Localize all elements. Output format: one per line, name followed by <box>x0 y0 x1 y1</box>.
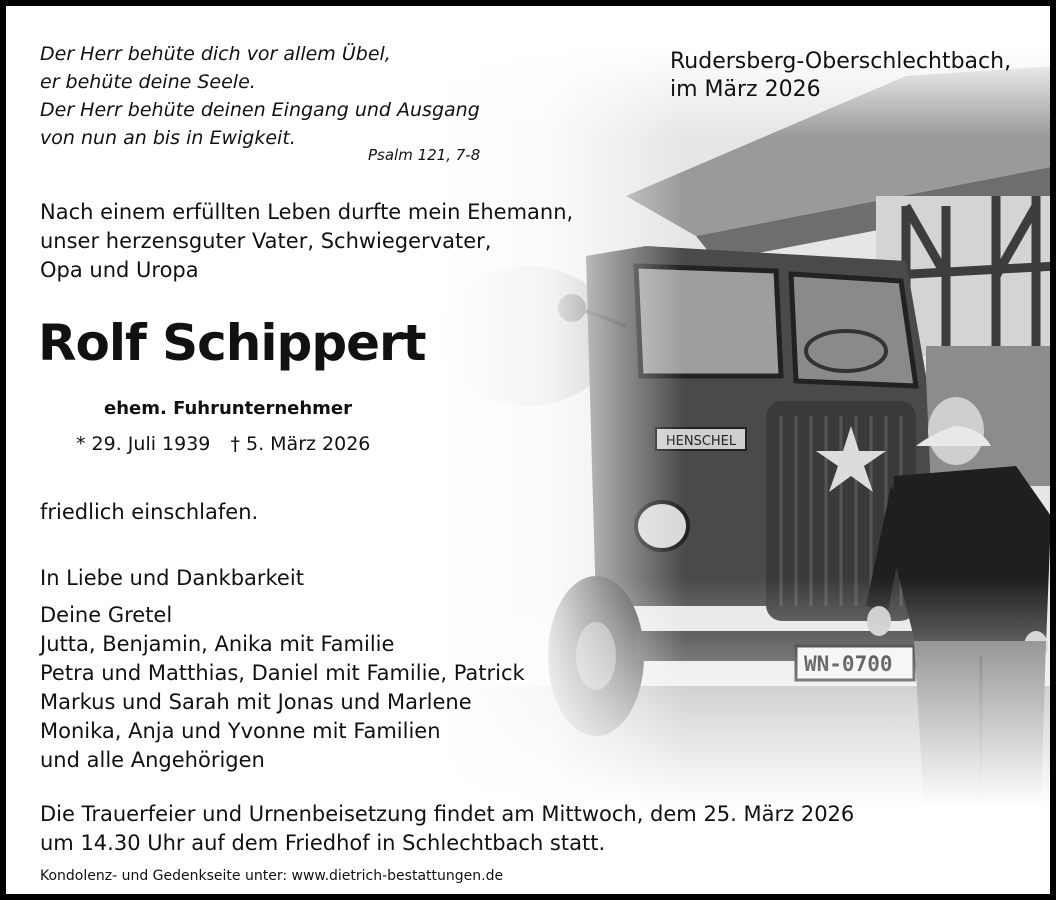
place-date <box>670 48 1011 104</box>
closing-text: friedlich einschlafen. <box>40 500 259 524</box>
verse-line: Der Herr behüte dich vor allem Übel, <box>40 43 391 65</box>
deceased-name: Rolf Schippert <box>38 314 426 372</box>
funeral-line: Die Trauerfeier und Urnenbeisetzung findet am Mittwoch, dem 25. März 2026 <box>40 802 855 826</box>
mourners-list <box>40 601 525 775</box>
mourners-heading: In Liebe und Dankbarkeit <box>40 566 304 590</box>
intro-line: unser herzensguter Vater, Schwiegervater, <box>40 229 492 253</box>
verse-line: von nun an bis in Ewigkeit. <box>40 127 296 149</box>
funeral-info <box>40 800 854 858</box>
intro-line: Opa und Uropa <box>40 258 199 282</box>
deceased-occupation: ehem. Fuhrunternehmer <box>104 398 352 419</box>
mourner-line: Jutta, Benjamin, Anika mit Familie <box>40 632 395 656</box>
place: Rudersberg-Oberschlechtbach, <box>670 49 1012 74</box>
date: im März 2026 <box>670 77 821 102</box>
birth-date: * 29. Juli 1939 <box>76 433 211 455</box>
intro-line: Nach einem erfüllten Leben durfte mein Ehemann, <box>40 200 574 224</box>
death-date: † 5. März 2026 <box>230 433 371 455</box>
mourner-line: und alle Angehörigen <box>40 748 265 772</box>
memorial-photo <box>436 46 1056 806</box>
intro-text <box>40 198 573 285</box>
verse-reference: Psalm 121, 7-8 <box>368 146 481 164</box>
verse-line: er behüte deine Seele. <box>40 71 256 93</box>
funeral-line: um 14.30 Uhr auf dem Friedhof in Schlechtbach statt. <box>40 831 606 855</box>
mourner-line: Monika, Anja und Yvonne mit Familien <box>40 719 441 743</box>
bible-verse <box>40 40 480 152</box>
verse-line: Der Herr behüte deinen Eingang und Ausgang <box>40 99 480 121</box>
mourner-line: Petra und Matthias, Daniel mit Familie, Patrick <box>40 661 525 685</box>
mourner-line: Markus und Sarah mit Jonas und Marlene <box>40 690 472 714</box>
life-dates <box>76 433 384 455</box>
mourner-line: Deine Gretel <box>40 603 173 627</box>
condolence-link: Kondolenz- und Gedenkseite unter: www.dietrich-bestattungen.de <box>40 868 504 884</box>
